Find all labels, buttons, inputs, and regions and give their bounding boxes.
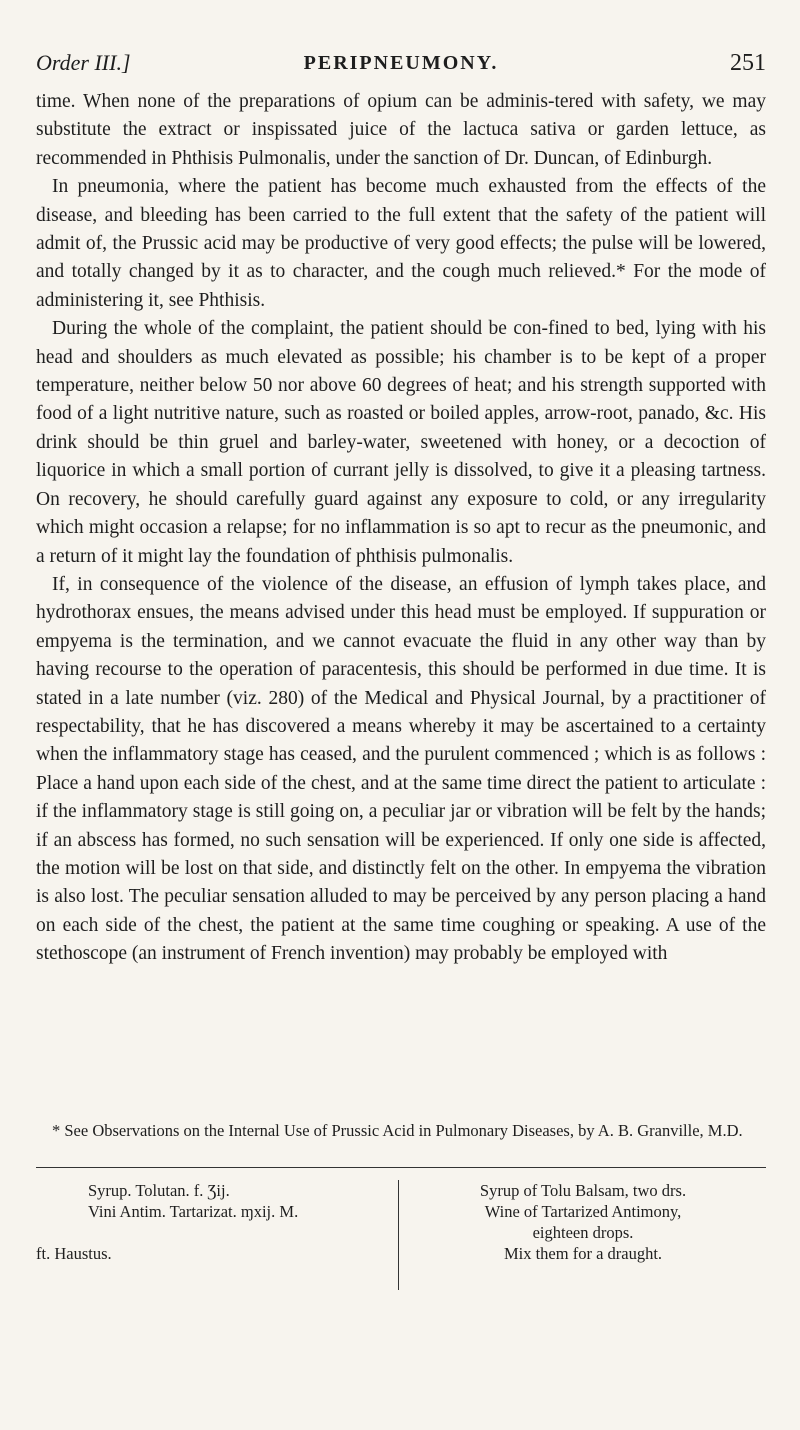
recipe-english-line: Wine of Tartarized Antimony, bbox=[484, 1202, 682, 1221]
recipe-latin bbox=[36, 1180, 396, 1290]
section-label: Order III.] bbox=[36, 50, 131, 75]
footnote-text: * See Observations on the Internal Use of Prussic Acid in Pulmonary Diseases, by A. B. Granville, M.D. bbox=[52, 1121, 743, 1140]
recipe-latin-line: Vini Antim. Tartarizat. ɱxij. M. bbox=[88, 1202, 299, 1221]
page-number: 251 bbox=[730, 50, 766, 76]
paragraph-empyema: If, in consequence of the violence of the disease, an effusion of lymph takes place, and hydrothorax ensues, the means advised under this head must be employed. If suppuration or empyema is the termination, and we cannot evacuate the fluid in any other way than by having recourse to the operation of paracentesis, this should be performed in due time. It is stated in a late number (viz. 280) of the Medical and Physical Journal, by a practitioner of respectability, that he has discovered a means whereby it may be ascertained to a certainty when the inflammatory stage has ceased, and the purulent commenced ; which is as follows : Place a hand upon each side of the chest, and at the same time direct the patient to articulate : if the inflammatory stage is still going on, a peculiar jar or vibration will be felt by the hands; if an abscess has formed, no such sensation will be experienced. If only one side is affected, the motion will be lost on that side, and distinctly felt on the other. In empyema the vibration is also lost. The peculiar sensation alluded to may be perceived by any person placing a hand on each side of the chest, the patient at the same time coughing or speaking. A use of the stethoscope (an instrument of French invention) may probably be employed with bbox=[36, 573, 766, 965]
running-header bbox=[36, 48, 766, 78]
paragraph-prussic-acid: In pneumonia, where the patient has become much exhausted from the effects of the disease, and bleeding has been carried to the full extent that the safety of the patient will admit of, the Prussic acid may be productive of very good effects; the pulse will be lowered, and totally changed by it as to character, and the cough much relieved.* For the mode of administering it, see Phthisis. bbox=[36, 176, 766, 311]
page-title: PERIPNEUMONY. bbox=[303, 52, 499, 74]
recipe-latin-line: ft. Haustus. bbox=[36, 1244, 112, 1263]
divider-rule bbox=[36, 1167, 766, 1168]
body-text bbox=[36, 88, 766, 969]
recipe-english-line: Mix them for a draught. bbox=[503, 1244, 663, 1263]
recipe-english-line: Syrup of Tolu Balsam, two drs. bbox=[479, 1181, 687, 1200]
footnote bbox=[36, 1120, 766, 1141]
recipe-english bbox=[398, 1180, 767, 1290]
paragraph-continuation: time. When none of the preparations of opium can be adminis-tered with safety, we may substitute the extract or inspissated juice of the lactuca sativa or garden lettuce, as recommended in Phthisis Pulmonalis, under the sanction of Dr. Duncan, of Edinburgh. bbox=[36, 91, 766, 169]
recipe-english-line: eighteen drops. bbox=[532, 1223, 634, 1242]
recipe-latin-line: Syrup. Tolutan. f. Ʒij. bbox=[88, 1181, 230, 1200]
paragraph-regimen: During the whole of the complaint, the patient should be con-fined to bed, lying with his head and shoulders as much elevated as possible; his chamber is to be kept of a proper temperature, neither below 50 nor above 60 degrees of heat; and his strength supported with food of a light nutritive nature, such as roasted or boiled apples, arrow-root, panado, &c. His drink should be thin gruel and barley-water, sweetened with honey, or a decoction of liquorice in which a small portion of currant jelly is dissolved, to give it a pleasing tartness. On recovery, he should carefully guard against any exposure to cold, or any irregularity which might occasion a relapse; for no inflammation is so apt to recur as the pneumonic, and a return of it might lay the foundation of phthisis pulmonalis. bbox=[36, 318, 766, 567]
